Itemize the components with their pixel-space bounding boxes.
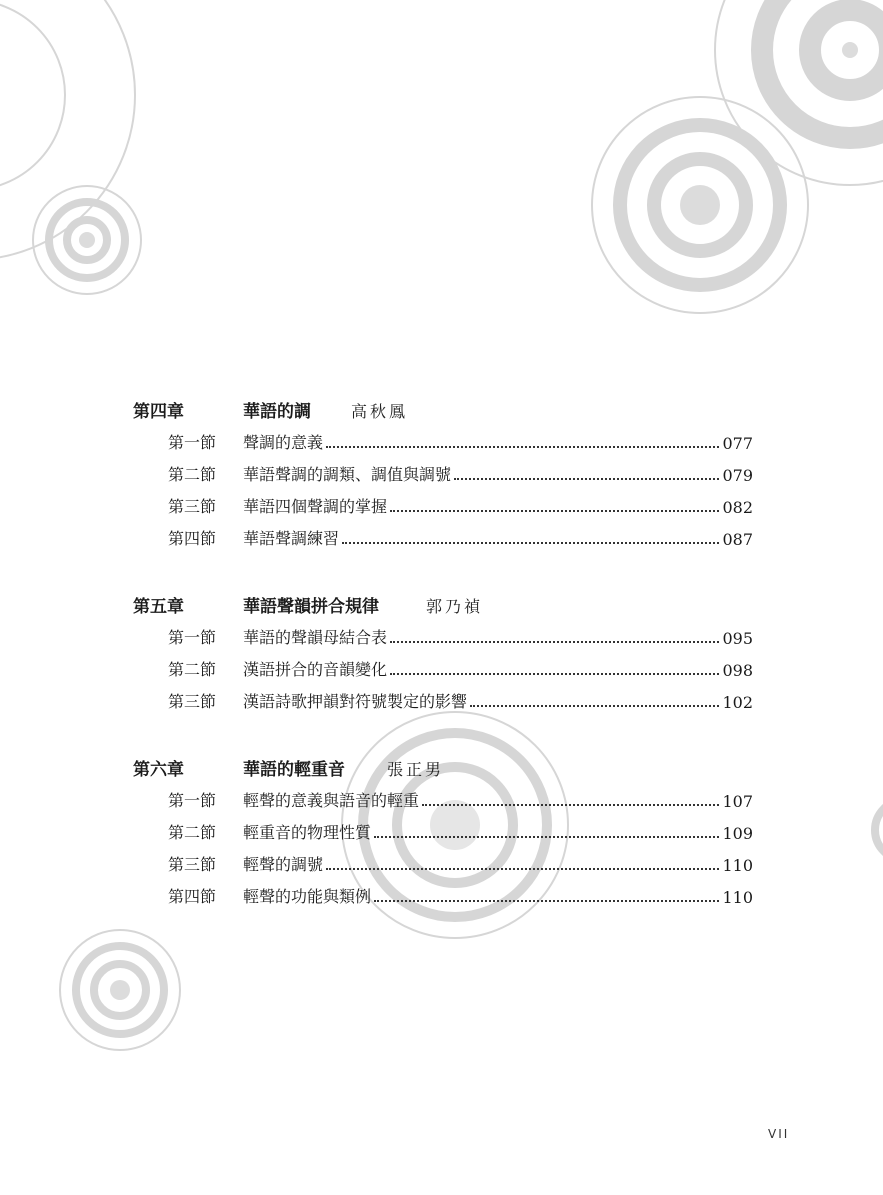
dot-leader xyxy=(390,640,719,643)
section-title: 華語聲調練習 xyxy=(243,529,340,548)
chapter-label: 第四章 xyxy=(133,402,184,422)
section-label: 第一節 xyxy=(168,628,217,647)
decor-ring xyxy=(79,232,95,248)
dot-leader xyxy=(390,672,719,675)
section-label: 第二節 xyxy=(168,660,217,679)
toc-entry[interactable] xyxy=(168,656,753,680)
chapter-label: 第六章 xyxy=(133,760,184,780)
section-title: 華語聲調的調類、調值與調號 xyxy=(243,465,452,484)
decor-ring xyxy=(842,42,858,58)
section-title: 漢語詩歌押韻對符號製定的影響 xyxy=(243,692,468,711)
page-number: 110 xyxy=(722,888,753,907)
page-number: 109 xyxy=(722,824,753,843)
dot-leader xyxy=(326,867,719,870)
section-title: 華語的聲韻母結合表 xyxy=(243,628,388,647)
toc-entry[interactable] xyxy=(168,787,753,811)
dot-leader xyxy=(470,704,719,707)
section-label: 第二節 xyxy=(168,823,217,842)
page-number: 098 xyxy=(722,661,753,680)
page-number: 107 xyxy=(722,792,753,811)
chapter-title: 華語的輕重音 xyxy=(243,760,345,780)
toc-entry[interactable] xyxy=(168,688,753,712)
decor-ring xyxy=(0,0,135,260)
dot-leader xyxy=(422,803,719,806)
decor-ring xyxy=(680,185,720,225)
section-label: 第四節 xyxy=(168,887,217,906)
page-number: 077 xyxy=(722,434,753,453)
page-number: 082 xyxy=(722,498,753,517)
section-title: 輕聲的意義與語音的輕重 xyxy=(243,791,420,810)
section-label: 第三節 xyxy=(168,497,217,516)
dot-leader xyxy=(454,477,719,480)
toc-entry[interactable] xyxy=(168,851,753,875)
dot-leader xyxy=(374,899,719,902)
decor-ring xyxy=(875,800,883,860)
section-label: 第四節 xyxy=(168,529,217,548)
section-label: 第三節 xyxy=(168,855,217,874)
page-number: 079 xyxy=(722,466,753,485)
page-number: 110 xyxy=(722,856,753,875)
section-label: 第二節 xyxy=(168,465,217,484)
toc-entry[interactable] xyxy=(168,461,753,485)
page-folio: VII xyxy=(768,1127,790,1141)
section-label: 第一節 xyxy=(168,433,217,452)
page-number: 095 xyxy=(722,629,753,648)
section-label: 第三節 xyxy=(168,692,217,711)
decor-ring xyxy=(110,980,130,1000)
dot-leader xyxy=(390,509,719,512)
decor-ring xyxy=(0,0,65,190)
section-title: 輕聲的功能與類例 xyxy=(243,887,372,906)
section-title: 華語四個聲調的掌握 xyxy=(243,497,388,516)
toc-entry[interactable] xyxy=(168,883,753,907)
chapter-author: 高秋鳳 xyxy=(351,402,409,421)
dot-leader xyxy=(342,541,719,544)
section-title: 漢語拼合的音韻變化 xyxy=(243,660,388,679)
chapter-author: 張正男 xyxy=(387,760,445,779)
chapter-author: 郭乃禎 xyxy=(426,597,484,616)
section-title: 輕聲的調號 xyxy=(243,855,324,874)
chapter-title: 華語聲韻拼合規律 xyxy=(243,597,379,617)
toc-entry[interactable] xyxy=(168,493,753,517)
toc-entry[interactable] xyxy=(168,624,753,648)
toc-entry[interactable] xyxy=(168,525,753,549)
dot-leader xyxy=(326,445,719,448)
chapter-title: 華語的調 xyxy=(243,402,311,422)
page-number: 102 xyxy=(722,693,753,712)
section-title: 聲調的意義 xyxy=(243,433,324,452)
section-title: 輕重音的物理性質 xyxy=(243,823,372,842)
toc-entry[interactable] xyxy=(168,819,753,843)
toc-entry[interactable] xyxy=(168,429,753,453)
dot-leader xyxy=(374,835,719,838)
page-number: 087 xyxy=(722,530,753,549)
chapter-label: 第五章 xyxy=(133,597,184,617)
section-label: 第一節 xyxy=(168,791,217,810)
